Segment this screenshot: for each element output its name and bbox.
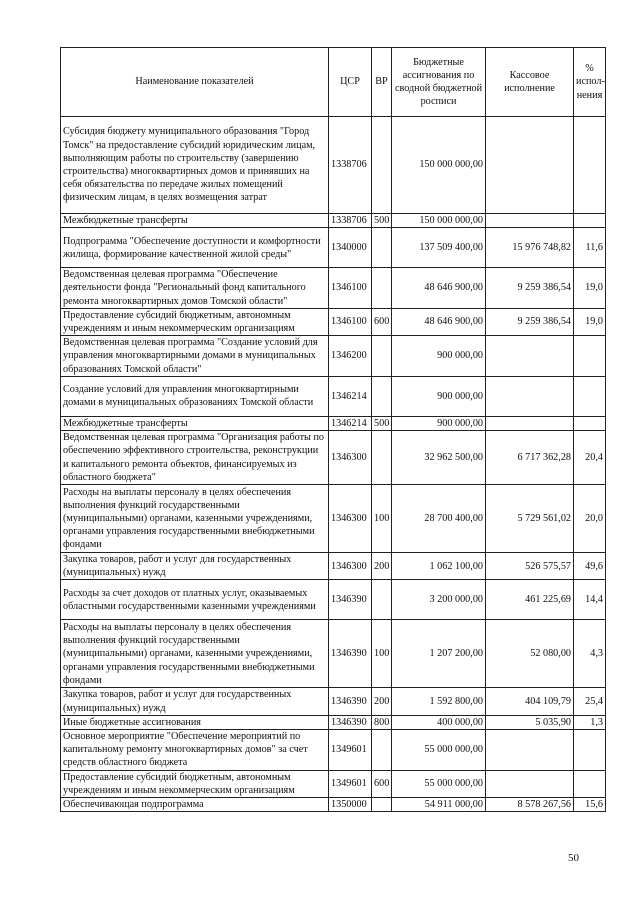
table-row bbox=[61, 416, 606, 430]
row-csr: 1346300 bbox=[329, 485, 372, 553]
row-csr: 1346100 bbox=[329, 308, 372, 335]
table-row bbox=[61, 308, 606, 335]
row-csr: 1350000 bbox=[329, 798, 372, 812]
row-name: Расходы за счет доходов от платных услуг, оказываемых областными государственными казенными учреждениями bbox=[61, 580, 329, 620]
table-row bbox=[61, 268, 606, 309]
row-percent bbox=[574, 117, 606, 214]
row-name: Ведомственная целевая программа "Организация работы по обеспечению эффективного строительства, реконструкции и капитального ремонта объектов, финансируемых из областного бюджета" bbox=[61, 431, 329, 485]
row-csr: 1340000 bbox=[329, 228, 372, 268]
row-name: Создание условий для управления многоквартирными домами в муниципальных образованиях Томской области bbox=[61, 376, 329, 416]
row-name: Обеспечивающая подпрограмма bbox=[61, 798, 329, 812]
table-row bbox=[61, 770, 606, 797]
row-budget: 54 911 000,00 bbox=[392, 798, 486, 812]
row-csr: 1346214 bbox=[329, 416, 372, 430]
row-vr bbox=[372, 268, 392, 309]
row-percent bbox=[574, 336, 606, 377]
row-budget: 32 962 500,00 bbox=[392, 431, 486, 485]
row-csr: 1346390 bbox=[329, 620, 372, 688]
row-name: Расходы на выплаты персоналу в целях обеспечения выполнения функций государственными (муниципальными) органами, казенными учреждениями, органами управления государственными внебюджетными фондами bbox=[61, 485, 329, 553]
row-cash: 526 575,57 bbox=[486, 553, 574, 580]
table-row bbox=[61, 580, 606, 620]
row-name: Ведомственная целевая программа "Обеспечение деятельности фонда "Региональный фонд капитального ремонта многоквартирных домов Томской области" bbox=[61, 268, 329, 309]
row-name: Межбюджетные трансферты bbox=[61, 416, 329, 430]
row-vr bbox=[372, 580, 392, 620]
row-cash bbox=[486, 336, 574, 377]
row-csr: 1346300 bbox=[329, 553, 372, 580]
row-percent: 19,0 bbox=[574, 308, 606, 335]
row-csr: 1346214 bbox=[329, 376, 372, 416]
row-csr: 1346200 bbox=[329, 336, 372, 377]
row-budget: 900 000,00 bbox=[392, 416, 486, 430]
row-budget: 900 000,00 bbox=[392, 376, 486, 416]
row-percent bbox=[574, 416, 606, 430]
row-name: Расходы на выплаты персоналу в целях обеспечения выполнения функций государственными (муниципальными) органами, казенными учреждениями, органами управления государственными внебюджетными фондами bbox=[61, 620, 329, 688]
row-vr bbox=[372, 798, 392, 812]
row-name: Закупка товаров, работ и услуг для государственных (муниципальных) нужд bbox=[61, 553, 329, 580]
row-percent: 15,6 bbox=[574, 798, 606, 812]
row-name: Подпрограмма "Обеспечение доступности и комфортности жилища, формирование качественной жилой среды" bbox=[61, 228, 329, 268]
row-csr: 1338706 bbox=[329, 214, 372, 228]
row-name: Субсидия бюджету муниципального образования "Город Томск" на предоставление субсидий юридическим лицам, выполняющим работы по строительству (завершению строительства) многоквартирных домов и принявших на себя обязательства по передаче жилых помещений физическим лицам, в целях возмещения затрат bbox=[61, 117, 329, 214]
table-row bbox=[61, 798, 606, 812]
row-percent: 49,6 bbox=[574, 553, 606, 580]
row-name: Закупка товаров, работ и услуг для государственных (муниципальных) нужд bbox=[61, 688, 329, 715]
table-row bbox=[61, 688, 606, 715]
row-vr: 200 bbox=[372, 553, 392, 580]
row-cash bbox=[486, 214, 574, 228]
table-row bbox=[61, 620, 606, 688]
row-budget: 55 000 000,00 bbox=[392, 770, 486, 797]
row-percent bbox=[574, 770, 606, 797]
row-percent bbox=[574, 730, 606, 771]
row-name: Предоставление субсидий бюджетным, автономным учреждениям и иным некоммерческим организациям bbox=[61, 770, 329, 797]
row-budget: 28 700 400,00 bbox=[392, 485, 486, 553]
row-cash: 15 976 748,82 bbox=[486, 228, 574, 268]
row-vr: 600 bbox=[372, 770, 392, 797]
header-csr: ЦСР bbox=[329, 48, 372, 117]
row-cash: 6 717 362,28 bbox=[486, 431, 574, 485]
row-budget: 400 000,00 bbox=[392, 715, 486, 729]
row-percent: 20,0 bbox=[574, 485, 606, 553]
row-cash bbox=[486, 376, 574, 416]
row-vr bbox=[372, 117, 392, 214]
row-name: Межбюджетные трансферты bbox=[61, 214, 329, 228]
row-budget: 150 000 000,00 bbox=[392, 117, 486, 214]
table-row bbox=[61, 715, 606, 729]
row-vr: 500 bbox=[372, 214, 392, 228]
row-budget: 900 000,00 bbox=[392, 336, 486, 377]
row-vr: 800 bbox=[372, 715, 392, 729]
row-csr: 1349601 bbox=[329, 770, 372, 797]
row-cash bbox=[486, 416, 574, 430]
row-vr bbox=[372, 730, 392, 771]
row-cash bbox=[486, 117, 574, 214]
row-cash: 52 080,00 bbox=[486, 620, 574, 688]
budget-table bbox=[60, 47, 606, 812]
row-percent bbox=[574, 214, 606, 228]
row-cash: 461 225,69 bbox=[486, 580, 574, 620]
header-budget: Бюджетные ассигнования по сводной бюджетной росписи bbox=[392, 48, 486, 117]
row-csr: 1349601 bbox=[329, 730, 372, 771]
row-name: Предоставление субсидий бюджетным, автономным учреждениям и иным некоммерческим организациям bbox=[61, 308, 329, 335]
row-csr: 1346390 bbox=[329, 715, 372, 729]
table-row bbox=[61, 485, 606, 553]
row-cash: 8 578 267,56 bbox=[486, 798, 574, 812]
row-cash: 9 259 386,54 bbox=[486, 268, 574, 309]
row-vr bbox=[372, 336, 392, 377]
table-row bbox=[61, 117, 606, 214]
row-vr bbox=[372, 376, 392, 416]
row-csr: 1346300 bbox=[329, 431, 372, 485]
table-row bbox=[61, 431, 606, 485]
row-budget: 1 062 100,00 bbox=[392, 553, 486, 580]
row-cash: 404 109,79 bbox=[486, 688, 574, 715]
row-vr bbox=[372, 431, 392, 485]
row-budget: 150 000 000,00 bbox=[392, 214, 486, 228]
row-name: Иные бюджетные ассигнования bbox=[61, 715, 329, 729]
table-row bbox=[61, 228, 606, 268]
row-budget: 137 509 400,00 bbox=[392, 228, 486, 268]
row-percent: 11,6 bbox=[574, 228, 606, 268]
header-percent: % испол-нения bbox=[574, 48, 606, 117]
row-budget: 3 200 000,00 bbox=[392, 580, 486, 620]
row-vr: 200 bbox=[372, 688, 392, 715]
table-row bbox=[61, 553, 606, 580]
header-name: Наименование показателей bbox=[61, 48, 329, 117]
row-budget: 48 646 900,00 bbox=[392, 268, 486, 309]
row-cash: 5 035,90 bbox=[486, 715, 574, 729]
row-name: Основное мероприятие "Обеспечение мероприятий по капитальному ремонту многоквартирных домов" за счет средств областного бюджета bbox=[61, 730, 329, 771]
table-row bbox=[61, 376, 606, 416]
row-percent: 20,4 bbox=[574, 431, 606, 485]
row-csr: 1338706 bbox=[329, 117, 372, 214]
table-row bbox=[61, 730, 606, 771]
row-vr: 100 bbox=[372, 485, 392, 553]
row-percent: 19,0 bbox=[574, 268, 606, 309]
row-percent: 25,4 bbox=[574, 688, 606, 715]
header-cash: Кассовое исполнение bbox=[486, 48, 574, 117]
row-vr: 600 bbox=[372, 308, 392, 335]
page-number: 50 bbox=[568, 852, 579, 864]
row-percent: 1,3 bbox=[574, 715, 606, 729]
row-percent: 14,4 bbox=[574, 580, 606, 620]
row-budget: 1 592 800,00 bbox=[392, 688, 486, 715]
table-header-row bbox=[61, 48, 606, 117]
row-cash bbox=[486, 770, 574, 797]
table-row bbox=[61, 336, 606, 377]
row-budget: 55 000 000,00 bbox=[392, 730, 486, 771]
row-cash: 9 259 386,54 bbox=[486, 308, 574, 335]
row-cash bbox=[486, 730, 574, 771]
row-budget: 1 207 200,00 bbox=[392, 620, 486, 688]
row-percent bbox=[574, 376, 606, 416]
header-vr: ВР bbox=[372, 48, 392, 117]
row-vr: 100 bbox=[372, 620, 392, 688]
row-cash: 5 729 561,02 bbox=[486, 485, 574, 553]
row-csr: 1346390 bbox=[329, 688, 372, 715]
row-percent: 4,3 bbox=[574, 620, 606, 688]
row-csr: 1346100 bbox=[329, 268, 372, 309]
row-name: Ведомственная целевая программа "Создание условий для управления многоквартирными домами в муниципальных образованиях Томской области" bbox=[61, 336, 329, 377]
table-row bbox=[61, 214, 606, 228]
row-vr: 500 bbox=[372, 416, 392, 430]
row-csr: 1346390 bbox=[329, 580, 372, 620]
row-vr bbox=[372, 228, 392, 268]
row-budget: 48 646 900,00 bbox=[392, 308, 486, 335]
